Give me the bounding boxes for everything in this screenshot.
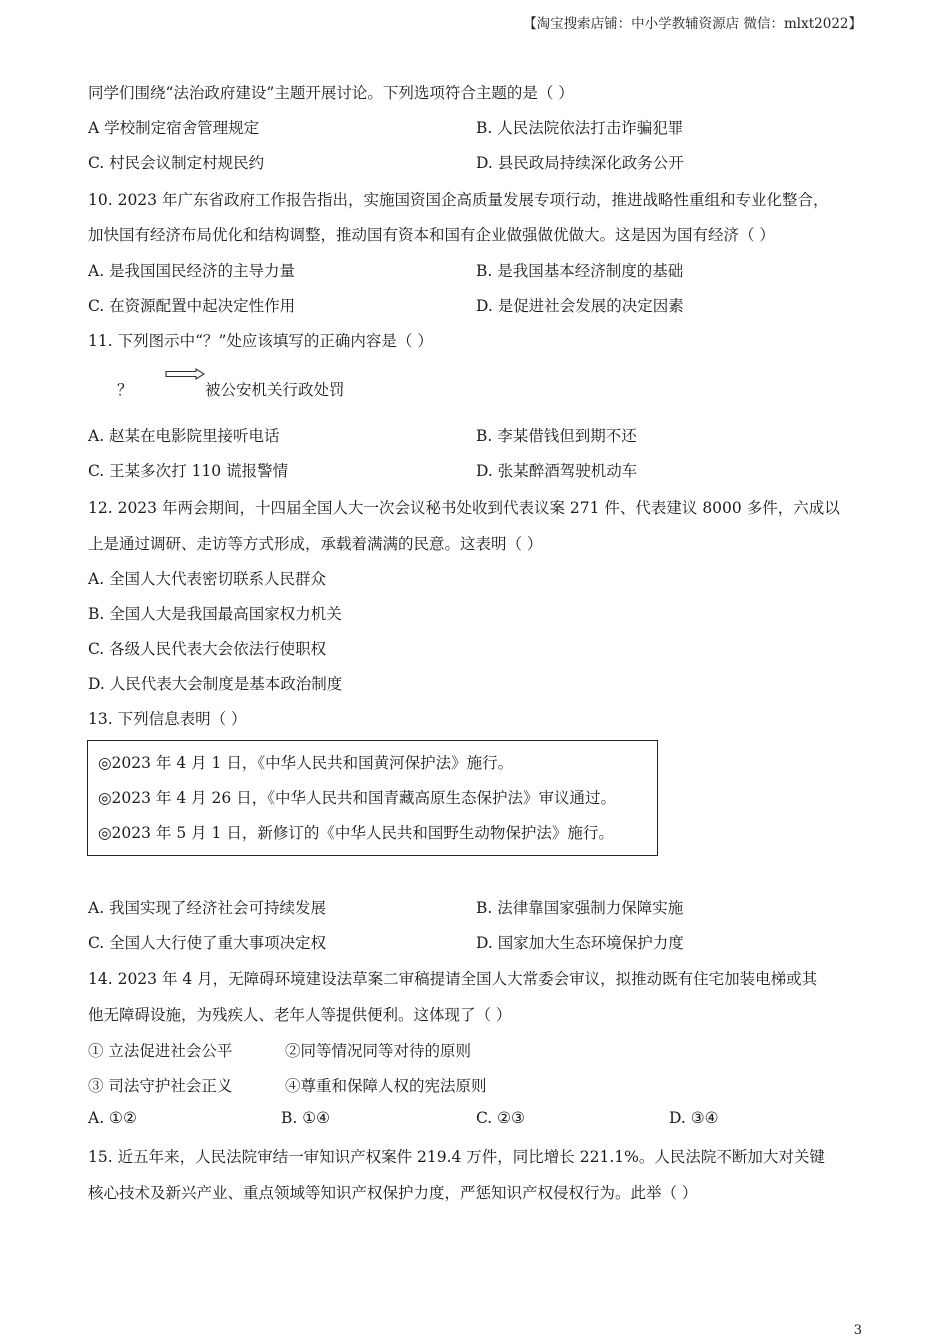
q13-option-c: C. 全国人大行使了重大事项决定权 — [88, 934, 327, 952]
q12-option-c: C. 各级人民代表大会依法行使职权 — [88, 640, 327, 658]
q12-stem-line1: 12. 2023 年两会期间，十四届全国人大一次会议秘书处收到代表议案 271 件、代表建议 8000 多件，六成以 — [88, 499, 840, 517]
q15-stem-line2: 核心技术及新兴产业、重点领域等知识产权保护力度，严惩知识产权侵权行为。此举（ ） — [88, 1184, 698, 1202]
q11-option-d: D. 张某醉酒驾驶机动车 — [476, 462, 638, 480]
right-arrow-icon — [165, 368, 205, 380]
q10-option-a: A. 是我国国民经济的主导力量 — [88, 262, 296, 280]
q11-option-b: B. 李某借钱但到期不还 — [476, 427, 637, 445]
q14-option-b: B. ①④ — [281, 1109, 331, 1127]
q14-statement-3: ③ 司法守护社会正义 — [88, 1077, 233, 1095]
q13-option-d: D. 国家加大生态环境保护力度 — [476, 934, 684, 952]
q12-option-b: B. 全国人大是我国最高国家权力机关 — [88, 605, 342, 623]
q14-option-d: D. ③④ — [669, 1109, 719, 1127]
q13-option-a: A. 我国实现了经济社会可持续发展 — [88, 899, 327, 917]
q12-stem-line2: 上是通过调研、走访等方式形成，承载着满满的民意。这表明（ ） — [88, 535, 543, 553]
q12-option-d: D. 人民代表大会制度是基本政治制度 — [88, 675, 343, 693]
q13-info-line-3: ◎2023 年 5 月 1 日，新修订的《中华人民共和国野生动物保护法》施行。 — [98, 824, 614, 842]
q13-info-line-2: ◎2023 年 4 月 26 日，《中华人民共和国青藏高原生态保护法》审议通过。 — [98, 789, 616, 807]
q9-option-c: C. 村民会议制定村规民约 — [88, 154, 265, 172]
q14-statement-1: ① 立法促进社会公平 — [88, 1042, 233, 1060]
q9-option-a: A 学校制定宿舍管理规定 — [88, 119, 260, 137]
q9-stem: 同学们围绕“法治政府建设”主题开展讨论。下列选项符合主题的是（ ） — [88, 84, 574, 102]
q13-info-line-1: ◎2023 年 4 月 1 日，《中华人民共和国黄河保护法》施行。 — [98, 754, 514, 772]
q13-stem: 13. 下列信息表明（ ） — [88, 710, 247, 728]
q11-option-c: C. 王某多次打 110 谎报警情 — [88, 462, 289, 480]
q11-diagram-text: 被公安机关行政处罚 — [205, 381, 345, 399]
q13-option-b: B. 法律靠国家强制力保障实施 — [476, 899, 684, 917]
q14-stem-line2: 他无障碍设施，为残疾人、老年人等提供便利。这体现了（ ） — [88, 1006, 512, 1024]
page-header: 【淘宝搜索店铺：中小学教辅资源店 微信：mlxt2022】 — [523, 16, 862, 32]
q14-statement-2: ②同等情况同等对待的原则 — [285, 1042, 472, 1060]
q9-option-b: B. 人民法院依法打击诈骗犯罪 — [476, 119, 684, 137]
q12-option-a: A. 全国人大代表密切联系人民群众 — [88, 570, 327, 588]
q10-stem-line2: 加快国有经济布局优化和结构调整，推动国有资本和国有企业做强做优做大。这是因为国有经济（ ） — [88, 226, 775, 244]
q14-option-a: A. ①② — [88, 1109, 137, 1127]
q10-option-b: B. 是我国基本经济制度的基础 — [476, 262, 684, 280]
q14-option-c: C. ②③ — [476, 1109, 525, 1127]
q14-stem-line1: 14. 2023 年 4 月，无障碍环境建设法草案二审稿提请全国人大常委会审议，拟推动既有住宅加装电梯或其 — [88, 970, 818, 988]
q11-diagram-question-mark: ？ — [117, 381, 133, 399]
q10-option-c: C. 在资源配置中起决定性作用 — [88, 297, 296, 315]
q11-stem: 11. 下列图示中“？”处应该填写的正确内容是（ ） — [88, 332, 433, 350]
q13-info-box — [87, 740, 658, 856]
q10-option-d: D. 是促进社会发展的决定因素 — [476, 297, 684, 315]
q10-stem-line1: 10. 2023 年广东省政府工作报告指出，实施国资国企高质量发展专项行动，推进战略性重组和专业化整合， — [88, 191, 829, 209]
page-number: 3 — [853, 1323, 862, 1338]
q15-stem-line1: 15. 近五年来，人民法院审结一审知识产权案件 219.4 万件，同比增长 221.1%。人民法院不断加大对关键 — [88, 1148, 825, 1166]
q11-option-a: A. 赵某在电影院里接听电话 — [88, 427, 280, 445]
q14-statement-4: ④尊重和保障人权的宪法原则 — [285, 1077, 487, 1095]
q9-option-d: D. 县民政局持续深化政务公开 — [476, 154, 684, 172]
